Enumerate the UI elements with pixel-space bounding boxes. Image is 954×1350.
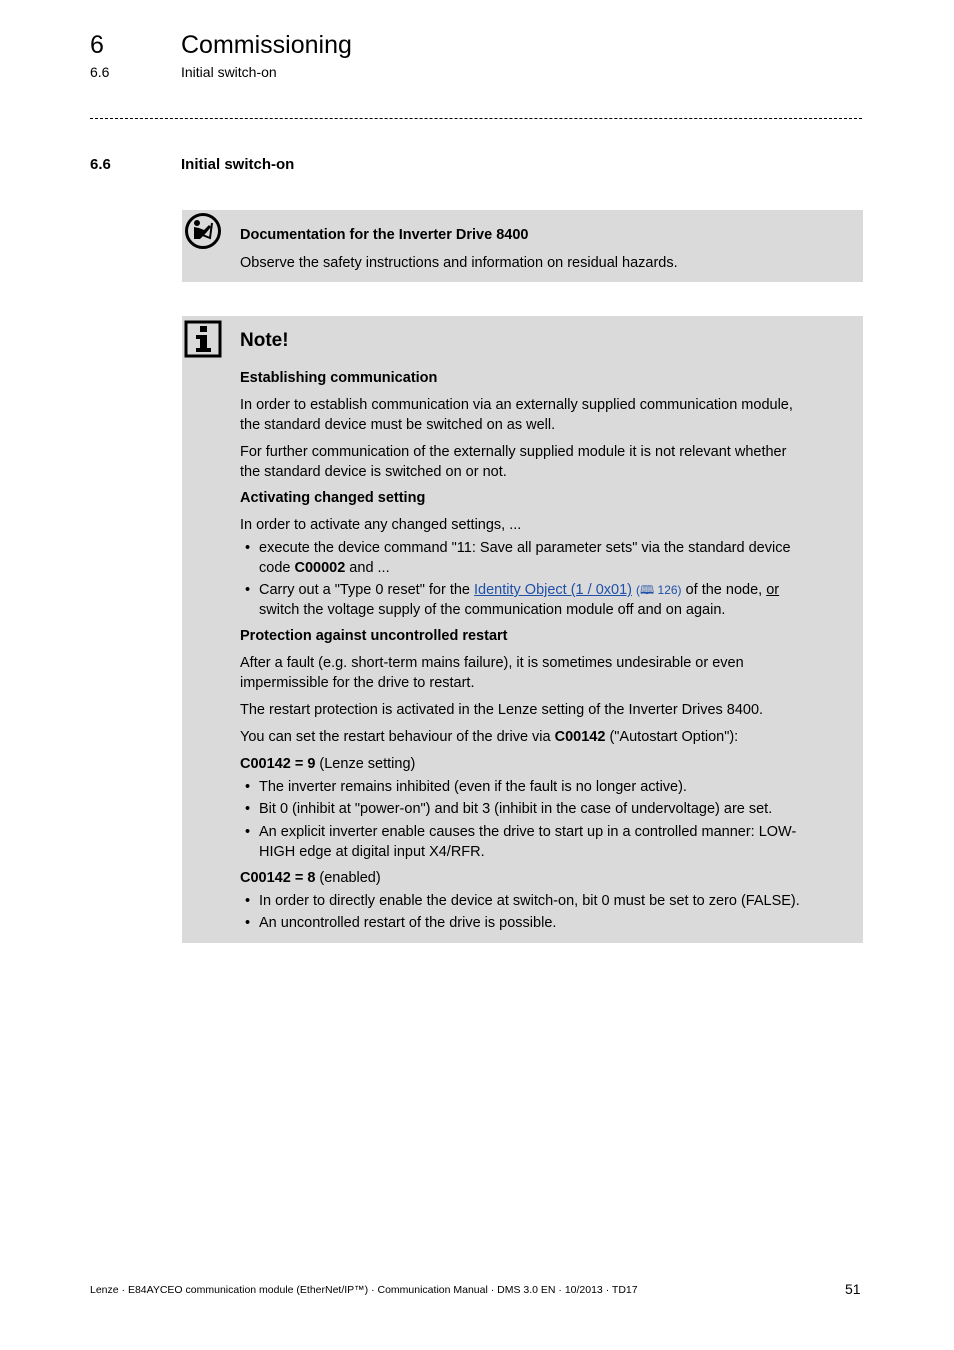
header-divider (90, 118, 862, 119)
bullet-text: Bit 0 (inhibit at "power-on") and bit 3 (inhibit in the case of undervoltage) are set. (259, 801, 773, 817)
bullet: • (245, 540, 251, 556)
chapter-title: Commissioning (181, 31, 352, 59)
bullet: • (245, 582, 251, 598)
note-title: Note! (240, 330, 289, 351)
paragraph-line: the standard device must be switched on as well. (240, 416, 556, 433)
paragraph-line: In order to activate any changed settings, ... (240, 517, 522, 533)
setting-label: C00142 = 9 (Lenze setting) (240, 756, 416, 772)
chapter-number: 6 (90, 31, 104, 59)
documentation-text: Observe the safety instructions and information on residual hazards. (240, 255, 678, 271)
header-section-title: Initial switch-on (181, 64, 277, 80)
bullet: • (245, 893, 251, 909)
bullet-text: HIGH edge at digital input X4/RFR. (259, 843, 485, 860)
paragraph-line: impermissible for the drive to restart. (240, 674, 475, 691)
bullet: • (245, 801, 251, 817)
section-title: Initial switch-on (181, 156, 295, 173)
paragraph-line: the standard device is switched on or not. (240, 463, 507, 480)
section-number: 6.6 (90, 156, 111, 173)
bullet-text: code C00002 and ... (259, 559, 390, 576)
documentation-title: Documentation for the Inverter Drive 8400 (240, 227, 529, 243)
footer-text: Lenze · E84AYCEO communication module (EtherNet/IP™) · Communication Manual · DMS 3.0 EN · 10/2013 · TD17 (90, 1284, 638, 1296)
bullet: • (245, 779, 251, 795)
manual-reading-icon (184, 212, 222, 250)
identity-object-link[interactable]: Identity Object (1 / 0x01) (474, 582, 632, 598)
paragraph-line: For further communication of the externally supplied module it is not relevant whether (240, 444, 787, 460)
heading-establishing-communication: Establishing communication (240, 370, 438, 386)
setting-label: C00142 = 8 (enabled) (240, 870, 381, 886)
bullet-text: switch the voltage supply of the communication module off and on again. (259, 601, 726, 618)
bullet-text: The inverter remains inhibited (even if the fault is no longer active). (259, 779, 687, 795)
bullet: • (245, 915, 251, 931)
bullet-text: An explicit inverter enable causes the drive to start up in a controlled manner: LOW- (259, 824, 797, 840)
paragraph-line: The restart protection is activated in the Lenze setting of the Inverter Drives 8400. (240, 702, 764, 718)
header-section-number: 6.6 (90, 64, 110, 80)
page-reference[interactable]: (🕮 126) (636, 583, 682, 597)
info-i-icon (184, 320, 222, 358)
bullet-text: An uncontrolled restart of the drive is possible. (259, 915, 557, 931)
paragraph-line: After a fault (e.g. short-term mains failure), it is sometimes undesirable or even (240, 655, 744, 671)
bullet-text: In order to directly enable the device at switch-on, bit 0 must be set to zero (FALSE). (259, 893, 800, 909)
page-number: 51 (845, 1281, 861, 1297)
paragraph-line: In order to establish communication via an externally supplied communication module, (240, 397, 793, 413)
paragraph-line: You can set the restart behaviour of the drive via C00142 ("Autostart Option"): (240, 729, 739, 745)
bullet: • (245, 824, 251, 840)
bullet-text: Carry out a "Type 0 reset" for the Identity Object (1 / 0x01) (🕮 126) of the node, or (259, 582, 780, 598)
bullet-text: execute the device command "11: Save all parameter sets" via the standard device (259, 540, 791, 556)
heading-activating-changed-setting: Activating changed setting (240, 490, 426, 506)
book-icon: 🕮 (640, 583, 655, 597)
parameter-code: C00002 (294, 559, 346, 576)
heading-protection-restart: Protection against uncontrolled restart (240, 628, 508, 644)
